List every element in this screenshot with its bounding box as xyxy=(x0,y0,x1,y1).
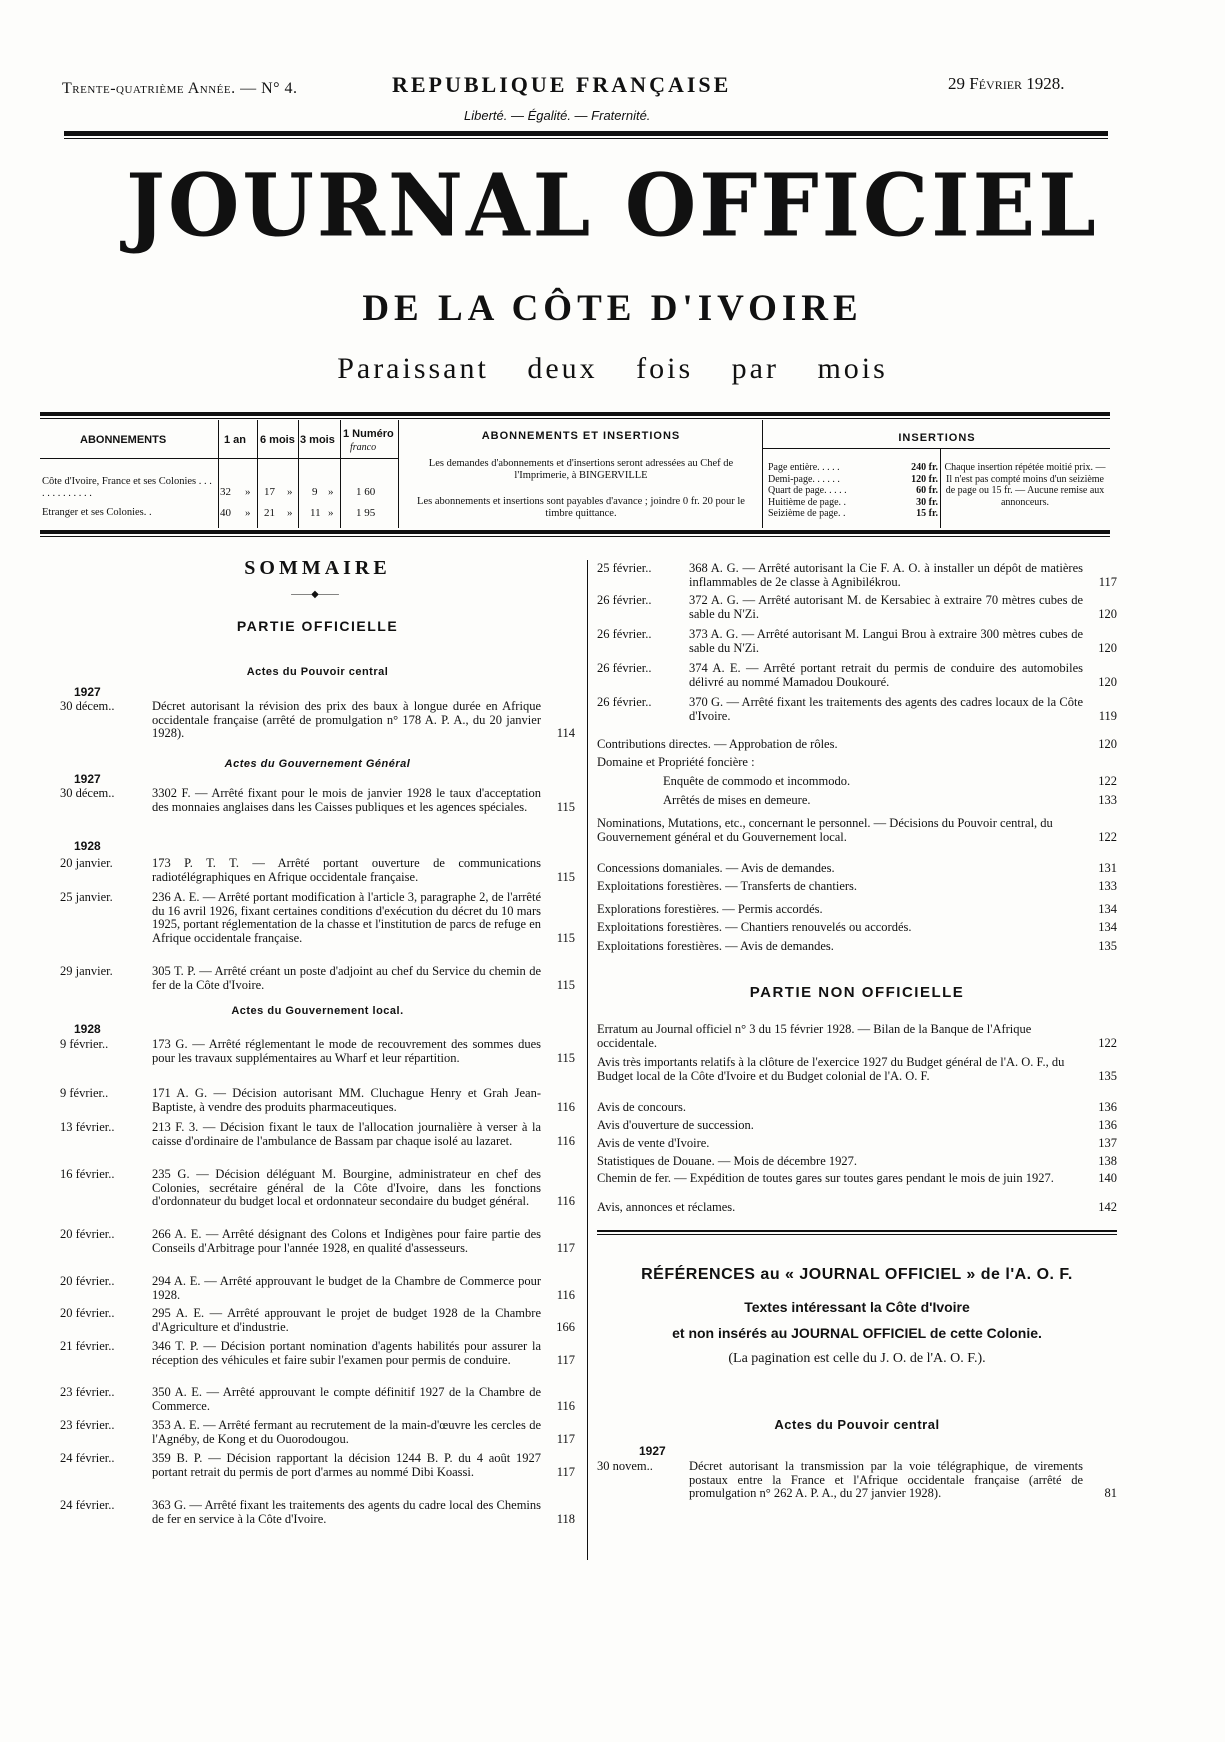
rubric-entry xyxy=(597,1155,1117,1169)
entry-page: 136 xyxy=(1098,1118,1117,1132)
entry-text: 350 A. E. — Arrêté approuvant le compte définitif 1927 de la Chambre de Commerce. xyxy=(152,1385,541,1413)
entry-text: 370 G. — Arrêté fixant les traitements des agents des cadres locaux de la Côte d'Ivoire. xyxy=(689,695,1083,723)
entry-text: 346 T. P. — Décision portant nomination d'agents habilités pour assurer la réception des véhicules et faire subir l'examen pour permis de conduire. xyxy=(152,1339,541,1367)
table-divider xyxy=(298,420,299,528)
rate-label: Page entière. . . . . xyxy=(768,462,840,473)
entry-text: Domaine et Propriété foncière : xyxy=(597,755,755,769)
price-cell: 9 xyxy=(312,486,318,498)
references-subheading: et non insérés au JOURNAL OFFICIEL de cette Colonie. xyxy=(672,1325,1042,1341)
entry-page: 118 xyxy=(556,1511,575,1526)
rubric-entry xyxy=(597,738,1117,752)
entry-page: 166 xyxy=(556,1319,575,1334)
toc-entry xyxy=(60,1307,575,1334)
rate-row xyxy=(768,485,938,497)
entry-page: 142 xyxy=(1098,1200,1117,1214)
entry-text: 236 A. E. — Arrêté portant modification à l'article 3, paragraphe 2, de l'arrêté du 16 avril 1926, fixant certaines conditions d'exécution du décret du 10 mars 1925, portant réglementation de la chasse et l'institution de parcs de refuge en Afrique occidentale française. xyxy=(152,890,541,945)
price-cell: » xyxy=(245,486,251,498)
toc-entry xyxy=(60,891,575,945)
references-subheading: Textes intéressant la Côte d'Ivoire xyxy=(744,1299,970,1315)
references-rule-thin xyxy=(597,1234,1117,1235)
entry-page: 140 xyxy=(1098,1171,1117,1185)
rubric-entry xyxy=(597,1023,1117,1050)
entry-text: 372 A. G. — Arrêté autorisant M. de Kersabiec à extraire 70 mètres cubes de sable du N'Zi. xyxy=(689,593,1083,621)
table-header-rule xyxy=(40,458,398,459)
entry-page: 117 xyxy=(556,1240,575,1255)
entry-page: 116 xyxy=(556,1099,575,1114)
entry-page: 120 xyxy=(1098,606,1117,621)
year-label: 1927 xyxy=(639,1444,666,1458)
entry-text: 368 A. G. — Arrêté autorisant la Cie F. A. O. à installer un dépôt de matières inflammables de 2e classe à Agnibilékrou. xyxy=(689,561,1083,589)
toc-entry xyxy=(60,857,575,884)
entry-page: 122 xyxy=(1098,829,1117,844)
entry-page: 133 xyxy=(1098,879,1117,893)
entry-date: 20 février.. xyxy=(60,1306,115,1320)
journal-subtitle: DE LA CÔTE D'IVOIRE xyxy=(362,288,863,329)
table-divider xyxy=(340,420,341,528)
insertions-header: INSERTIONS xyxy=(898,432,976,444)
entry-page: 120 xyxy=(1098,674,1117,689)
entry-page: 122 xyxy=(1098,774,1117,788)
entry-text: 359 B. P. — Décision rapportant la décision 1244 B. P. du 4 août 1927 portant retrait du permis de port d'armes au nommé Dibi Koassi. xyxy=(152,1451,541,1479)
rubric-entry xyxy=(597,1119,1117,1133)
entry-text: 294 A. E. — Arrêté approuvant le budget de la Chambre de Commerce pour 1928. xyxy=(152,1274,541,1302)
section-heading: Actes du Pouvoir central xyxy=(246,666,389,678)
motto: Liberté. — Égalité. — Fraternité. xyxy=(464,108,651,123)
col-6mois: 6 mois xyxy=(260,434,295,446)
masthead-rule-thin xyxy=(64,138,1108,139)
year-label: 1928 xyxy=(74,839,101,853)
entry-text: Chemin de fer. — Expédition de toutes gares sur toutes gares pendant le mois de juin 1927. xyxy=(597,1171,1054,1185)
toc-entry xyxy=(60,1038,575,1065)
price-cell: » xyxy=(328,507,334,519)
ornament-rule: ——◆—— xyxy=(291,589,339,600)
entry-text: Avis d'ouverture de succession. xyxy=(597,1118,754,1132)
journal-title: JOURNAL OFFICIEL xyxy=(126,155,1099,257)
entry-page: 81 xyxy=(1104,1486,1117,1500)
rubric-entry xyxy=(597,880,1117,894)
price-cell: 11 xyxy=(310,507,321,519)
entry-page: 117 xyxy=(556,1464,575,1479)
entry-page: 117 xyxy=(1098,574,1117,589)
entry-date: 30 décem.. xyxy=(60,699,115,713)
entry-page: 115 xyxy=(556,869,575,884)
entry-date: 25 janvier. xyxy=(60,890,113,904)
entry-date: 25 février.. xyxy=(597,561,652,575)
entry-date: 26 février.. xyxy=(597,661,652,675)
toc-entry xyxy=(60,1340,575,1367)
entry-text: Avis très importants relatifs à la clôture de l'exercice 1927 du Budget général de l'A. O. F., du Budget local de la Côte d'Ivoire et du Budget colonial de l'A. O. F. xyxy=(597,1055,1065,1083)
entry-page: 116 xyxy=(556,1194,575,1208)
entry-page: 136 xyxy=(1098,1100,1117,1114)
entry-page: 115 xyxy=(556,930,575,945)
entry-text: 374 A. E. — Arrêté portant retrait du permis de conduire des automobiles délivré au nommé Mamadou Doukouré. xyxy=(689,661,1083,689)
entry-text: Concessions domaniales. — Avis de demandes. xyxy=(597,861,835,875)
column-divider xyxy=(587,560,588,1560)
rubric-entry xyxy=(663,775,1117,789)
col-numero: 1 Numéro xyxy=(343,428,394,440)
rubric-entry xyxy=(663,794,1117,808)
issue-number: Trente-quatrième Année. — N° 4. xyxy=(62,80,298,97)
rubric-entry xyxy=(597,940,1117,954)
entry-date: 20 janvier. xyxy=(60,856,113,870)
section-heading: Actes du Pouvoir central xyxy=(774,1417,940,1432)
section-heading: Actes du Gouvernement Général xyxy=(224,758,411,770)
entry-date: 23 février.. xyxy=(60,1385,115,1399)
toc-entry xyxy=(597,662,1117,689)
entry-text: Avis, annonces et réclames. xyxy=(597,1200,736,1214)
price-cell: 1 95 xyxy=(356,507,376,519)
toc-entry xyxy=(597,562,1117,589)
toc-entry xyxy=(597,628,1117,655)
entry-date: 9 février.. xyxy=(60,1037,109,1051)
year-label: 1927 xyxy=(74,772,101,786)
entry-date: 30 décem.. xyxy=(60,786,115,800)
journal-tagline: Paraissant deux fois par mois xyxy=(337,352,888,385)
entry-text: Exploitations forestières. — Avis de demandes. xyxy=(597,939,834,953)
entry-page: 116 xyxy=(556,1133,575,1148)
toc-entry xyxy=(60,787,575,814)
rate-row xyxy=(768,462,938,474)
rate-price: 60 fr. xyxy=(916,485,938,496)
entry-date: 9 février.. xyxy=(60,1086,109,1100)
toc-entry xyxy=(597,696,1117,723)
entry-page: 117 xyxy=(556,1431,575,1446)
table-top-rule-thin xyxy=(40,418,1110,419)
toc-entry xyxy=(60,1228,575,1255)
section-heading: Actes du Gouvernement local. xyxy=(231,1005,404,1017)
entry-page: 115 xyxy=(556,799,575,814)
table-top-rule xyxy=(40,412,1110,416)
entry-text: Arrêtés de mises en demeure. xyxy=(663,793,811,807)
entry-text: Avis de vente d'Ivoire. xyxy=(597,1136,710,1150)
toc-entry xyxy=(60,1275,575,1302)
sommaire-heading: SOMMAIRE xyxy=(244,557,391,579)
entry-text: 3302 F. — Arrêté fixant pour le mois de janvier 1928 le taux d'acceptation des monnaies anglaises dans les Caisses publiques et les agences spéciales. xyxy=(152,786,541,814)
entry-text: Explorations forestières. — Permis accordés. xyxy=(597,902,823,916)
entry-page: 131 xyxy=(1098,861,1117,875)
toc-entry xyxy=(60,1168,575,1209)
entry-page: 135 xyxy=(1098,939,1117,953)
entry-text: Contributions directes. — Approbation de rôles. xyxy=(597,737,838,751)
rate-row xyxy=(768,497,938,509)
table-divider xyxy=(940,448,941,528)
price-cell: » xyxy=(328,486,334,498)
entry-page: 119 xyxy=(1098,708,1117,723)
rate-price: 30 fr. xyxy=(916,496,938,508)
toc-entry xyxy=(60,1499,575,1526)
entry-date: 26 février.. xyxy=(597,627,652,641)
entry-page: 114 xyxy=(556,726,575,740)
entry-text: Décret autorisant la révision des prix des baux à longue durée en Afrique occidentale française (arrêté de promulgation n° 178 A. P. A., du 20 janvier 1928). xyxy=(152,699,541,740)
insertion-note: Chaque insertion répétée moitié prix. — Il n'est pas compté moins d'un seizième de page ou 15 fr. — Aucune remise aux annonceurs. xyxy=(944,462,1106,508)
year-label: 1928 xyxy=(74,1022,101,1036)
table-divider xyxy=(398,420,399,528)
entry-date: 26 février.. xyxy=(597,695,652,709)
entry-page: 120 xyxy=(1098,640,1117,655)
rate-row xyxy=(768,474,938,486)
entry-text: 173 P. T. T. — Arrêté portant ouverture de communications radiotélégraphiques en Afrique occidentale française. xyxy=(152,856,541,884)
price-cell: » xyxy=(287,507,293,519)
price-cell: 40 xyxy=(220,507,231,519)
partie-officielle-heading: PARTIE OFFICIELLE xyxy=(236,618,399,634)
entry-text: 266 A. E. — Arrêté désignant des Colons et Indigènes pour faire partie des Conseils d'Arbitrage pour l'année 1928, en qualité d'assesseurs. xyxy=(152,1227,541,1255)
table-bottom-rule-thin xyxy=(40,536,1110,537)
issue-date: 29 Février 1928. xyxy=(948,74,1065,93)
entry-page: 120 xyxy=(1098,737,1117,751)
row-etranger-label: Etranger et ses Colonies. . xyxy=(42,507,152,518)
toc-entry xyxy=(60,1452,575,1479)
entry-page: 115 xyxy=(556,977,575,992)
row-cote-ivoire-label: Côte d'Ivoire, France et ses Colonies . . . . . . . . . . . . . xyxy=(42,476,212,499)
toc-entry xyxy=(60,965,575,992)
price-cell: 32 xyxy=(220,486,231,498)
entry-page: 133 xyxy=(1098,793,1117,807)
abonnements-insertions-header: ABONNEMENTS ET INSERTIONS xyxy=(481,430,681,442)
table-bottom-rule xyxy=(40,530,1110,534)
table-header-rule xyxy=(762,448,1110,449)
entry-text: 363 G. — Arrêté fixant les traitements des agents du cadre local des Chemins de fer en service à la Côte d'Ivoire. xyxy=(152,1498,541,1526)
toc-entry xyxy=(597,594,1117,621)
price-cell: 17 xyxy=(264,486,275,498)
col-3mois: 3 mois xyxy=(300,434,335,446)
table-divider xyxy=(257,420,258,528)
col-1an: 1 an xyxy=(224,434,247,446)
rubric-entry xyxy=(597,1172,1117,1186)
partie-non-officielle-heading: PARTIE NON OFFICIELLE xyxy=(749,984,965,1001)
toc-entry xyxy=(60,1121,575,1148)
abonnements-header: ABONNEMENTS xyxy=(80,434,167,446)
references-heading: RÉFÉRENCES au « JOURNAL OFFICIEL » de l'A. O. F. xyxy=(641,1266,1073,1283)
entry-date: 20 février.. xyxy=(60,1274,115,1288)
rubric-entry xyxy=(597,903,1117,917)
entry-date: 26 février.. xyxy=(597,593,652,607)
rubric-entry xyxy=(597,817,1117,844)
entry-text: Avis de concours. xyxy=(597,1100,686,1114)
payment-notice: Les abonnements et insertions sont payables d'avance ; joindre 0 fr. 20 pour le timbre quittance. xyxy=(417,496,745,519)
rubric-entry xyxy=(597,1056,1117,1083)
entry-page: 135 xyxy=(1098,1068,1117,1083)
entry-date: 16 février.. xyxy=(60,1167,115,1181)
entry-page: 134 xyxy=(1098,902,1117,916)
entry-text: Exploitations forestières. — Chantiers renouvelés ou accordés. xyxy=(597,920,912,934)
entry-page: 134 xyxy=(1098,920,1117,934)
rubric-entry xyxy=(597,921,1117,935)
rate-label: Demi-page. . . . . . xyxy=(768,473,840,485)
col-franco: franco xyxy=(350,442,377,453)
rubric-entry xyxy=(597,1201,1117,1215)
rate-price: 15 fr. xyxy=(916,508,938,519)
entry-text: 173 G. — Arrêté réglementant le mode de recouvrement des sommes dues pour les travaux supplémentaires au Wharf et leur répartition. xyxy=(152,1037,541,1065)
entry-page: 117 xyxy=(556,1352,575,1367)
entry-page: 116 xyxy=(556,1398,575,1413)
entry-page: 115 xyxy=(556,1050,575,1065)
rubric-entry xyxy=(597,862,1117,876)
table-divider xyxy=(762,420,763,528)
entry-date: 29 janvier. xyxy=(60,964,113,978)
entry-date: 30 novem.. xyxy=(597,1459,653,1473)
toc-entry xyxy=(597,1460,1117,1501)
republic-heading: REPUBLIQUE FRANÇAISE xyxy=(392,72,732,97)
toc-entry xyxy=(60,700,575,741)
price-cell: 1 60 xyxy=(356,486,376,498)
entry-text: Exploitations forestières. — Transferts de chantiers. xyxy=(597,879,858,893)
entry-page: 122 xyxy=(1098,1035,1117,1050)
price-cell: » xyxy=(245,507,251,519)
masthead-rule xyxy=(64,131,1108,136)
references-note: (La pagination est celle du J. O. de l'A. O. F.). xyxy=(728,1351,986,1366)
table-divider xyxy=(218,420,219,528)
entry-text: 171 A. G. — Décision autorisant MM. Cluchague Henry et Grah Jean-Baptiste, à vendre des produits pharmaceutiques. xyxy=(152,1086,541,1114)
entry-text: 305 T. P. — Arrêté créant un poste d'adjoint au chef du Service du chemin de fer de la Côte d'Ivoire. xyxy=(152,964,541,992)
rate-label: Huitième de page. . xyxy=(768,496,847,508)
rubric-entry xyxy=(597,1101,1117,1115)
entry-page: 116 xyxy=(556,1287,575,1302)
entry-text: 213 F. 3. — Décision fixant le taux de l'allocation journalière à verser à la caisse d'ordinaire de l'ambulance de Bassam par chaque isolé au lazaret. xyxy=(152,1120,541,1148)
address-notice: Les demandes d'abonnements et d'insertions seront adressées au Chef de l'Imprimerie, à BINGERVILLE xyxy=(428,458,734,481)
references-rule xyxy=(597,1230,1117,1232)
rate-label: Seizième de page. . xyxy=(768,508,846,519)
entry-text: Nominations, Mutations, etc., concernant le personnel. — Décisions du Pouvoir central, du Gouvernement général et du Gouvernement local. xyxy=(597,816,1053,844)
entry-text: 295 A. E. — Arrêté approuvant le projet de budget 1928 de la Chambre d'Agriculture et d'industrie. xyxy=(152,1306,541,1334)
toc-entry xyxy=(60,1386,575,1413)
entry-text: 353 A. E. — Arrêté fermant au recrutement de la main-d'œuvre les cercles de l'Agnéby, de Kong et du Ouorodougou. xyxy=(152,1418,541,1446)
insertion-rates xyxy=(768,462,938,520)
entry-date: 20 février.. xyxy=(60,1227,115,1241)
toc-entry xyxy=(60,1419,575,1446)
entry-text: Statistiques de Douane. — Mois de décembre 1927. xyxy=(597,1154,858,1168)
entry-date: 24 février.. xyxy=(60,1498,115,1512)
entry-date: 21 février.. xyxy=(60,1339,115,1353)
rate-label: Quart de page. . . . . xyxy=(768,485,847,496)
rate-price: 120 fr. xyxy=(911,473,938,485)
entry-text: Erratum au Journal officiel n° 3 du 15 février 1928. — Bilan de la Banque de l'Afrique occidentale. xyxy=(597,1022,1032,1050)
price-cell: » xyxy=(287,486,293,498)
entry-date: 13 février.. xyxy=(60,1120,115,1134)
entry-text: 235 G. — Décision déléguant M. Bourgine, administrateur en chef des Colonies, secrétaire général de la Côte d'Ivoire, dans les fonctions d'ordonnateur du budget local et ordonnateur secondaire du budget général. xyxy=(152,1167,541,1208)
entry-date: 23 février.. xyxy=(60,1418,115,1432)
toc-entry xyxy=(60,1087,575,1114)
rubric-entry xyxy=(597,1137,1117,1151)
year-label: 1927 xyxy=(74,685,101,699)
price-cell: 21 xyxy=(264,507,275,519)
entry-page: 137 xyxy=(1098,1136,1117,1150)
rate-row xyxy=(768,508,938,520)
entry-text: Enquête de commodo et incommodo. xyxy=(663,774,851,788)
entry-text: 373 A. G. — Arrêté autorisant M. Langui Brou à extraire 300 mètres cubes de sable du N'Zi. xyxy=(689,627,1083,655)
entry-page: 138 xyxy=(1098,1154,1117,1168)
entry-date: 24 février.. xyxy=(60,1451,115,1465)
rate-price: 240 fr. xyxy=(911,462,938,473)
entry-text: Décret autorisant la transmission par la voie télégraphique, de virements postaux entre la France et l'Afrique occidentale française (arrêté de promulgation n° 262 A. P. A., du 27 janvier 1928). xyxy=(689,1459,1083,1500)
rubric-entry xyxy=(597,756,1117,770)
